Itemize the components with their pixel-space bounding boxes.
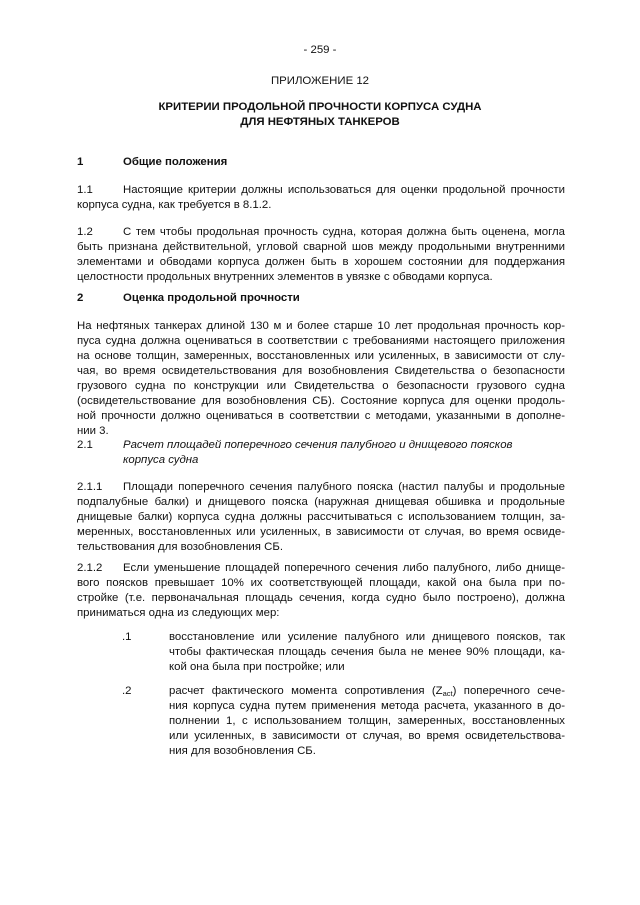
list-item-2-line: ния для возобновления СБ. [169, 745, 316, 757]
list-item-2-line: полнении 1, с использованием толщин, замеренных, восстановленных [169, 715, 565, 727]
para-2-line: (освидетельствование для возобновления СБ). Состояние корпуса для оценки продоль- [77, 395, 565, 407]
section-2-number: 2 [77, 292, 84, 304]
para-1-1-line: Настоящие критерии должны использоваться для оценки продольной прочности [123, 184, 565, 196]
para-1-2-line: быть признана действительной, угловой сварной шов между продольными внутренними [77, 241, 565, 253]
section-2-title: Оценка продольной прочности [123, 292, 300, 304]
para-2-line: грузового судна по конструкции или Свидетельства о безопасности грузового судна [77, 380, 565, 392]
para-2-1-2-number: 2.1.2 [77, 562, 103, 574]
list-item-1-number: .1 [122, 631, 132, 643]
list-item-1-line: кой она была при постройке; или [169, 661, 345, 673]
para-2-1-2-line: стройке (т.е. первоначальная площадь сечения, когда судно было построено), должна [77, 592, 565, 604]
document-title-line-2: ДЛЯ НЕФТЯНЫХ ТАНКЕРОВ [240, 116, 400, 128]
para-2-1-2-line: вого поясков превышает 10% их соответствующей площади, какой она была при по- [77, 577, 565, 589]
list-item-2-text: ) поперечного сече- [452, 685, 565, 697]
list-item-2-line: или усиленных, в зависимости от случая, во время освидетельствова- [169, 730, 565, 742]
para-2-line: пуса судна должна оцениваться в соответствии с требованиями настоящего приложения [77, 335, 565, 347]
list-item-2-number: .2 [122, 685, 132, 697]
section-1-title: Общие положения [123, 156, 228, 168]
para-1-2-number: 1.2 [77, 226, 93, 238]
list-item-1-line: восстановление или усиление палубного или днищевого поясков, так [169, 631, 565, 643]
para-2-line: нии 3. [77, 425, 109, 437]
list-item-2-text: расчет фактического момента сопротивления (Z [169, 685, 443, 697]
para-1-1-line: корпуса судна, как требуется в 8.1.2. [77, 199, 272, 211]
para-1-2-line: целостности продольных внутренних элементов в увязке с обводами корпуса. [77, 271, 493, 283]
list-item-1-line: чтобы фактическая площадь сечения была не менее 90% площади, ка- [169, 646, 565, 658]
para-1-2-line: элементами и обводами корпуса должен быть в хорошем состоянии для поддержания [77, 256, 565, 268]
para-2-line: чая, во время освидетельствования для возобновления Свидетельства о безопасности [77, 365, 565, 377]
subsection-2-1-title: корпуса судна [123, 454, 199, 466]
page-number: - 259 - [303, 44, 337, 56]
para-2-1-1-line: тельствования для возобновления СБ. [77, 541, 283, 553]
subsection-2-1-title: Расчет площадей поперечного сечения палубного и днищевого поясков [123, 439, 513, 451]
list-item-2-line: ния корпуса судна путем применения метода расчета, указанного в до- [169, 700, 565, 712]
para-1-2-line: С тем чтобы продольная прочность судна, которая должна быть оценена, могла [123, 226, 565, 238]
para-2-1-2-line: Если уменьшение площадей поперечного сечения либо палубного, либо днище- [123, 562, 565, 574]
document-title-line-1: КРИТЕРИИ ПРОДОЛЬНОЙ ПРОЧНОСТИ КОРПУСА СУДНА [158, 101, 482, 113]
zact-subscript: act [442, 689, 453, 698]
appendix-label: ПРИЛОЖЕНИЕ 12 [270, 75, 370, 87]
para-2-1-1-line: подпалубные балки) и днищевого пояска (наружная днищевая обшивка и продольные [77, 496, 565, 508]
section-1-number: 1 [77, 156, 84, 168]
para-2-1-1-line: днищевые балки) корпуса судна должны рассчитываться с использованием толщин, за- [77, 511, 565, 523]
para-2-line: на основе толщин, замеренных, восстановленных или усиленных, в зависимости от слу- [77, 350, 565, 362]
para-2-1-1-number: 2.1.1 [77, 481, 103, 493]
para-2-line: ной прочности должно оцениваться в соответствии с методами, указанными в дополне- [77, 410, 565, 422]
subsection-2-1-number: 2.1 [77, 439, 93, 451]
para-2-1-1-line: Площади поперечного сечения палубного пояска (настил палубы и продольные [123, 481, 565, 493]
para-2-1-2-line: приниматься одна из следующих мер: [77, 607, 280, 619]
para-2-line: На нефтяных танкерах длиной 130 м и более старше 10 лет продольная прочность кор- [77, 320, 565, 332]
para-2-1-1-line: меренных, восстановленных или усиленных, в зависимости от случая, во время освиде- [77, 526, 565, 538]
para-1-1-number: 1.1 [77, 184, 93, 196]
